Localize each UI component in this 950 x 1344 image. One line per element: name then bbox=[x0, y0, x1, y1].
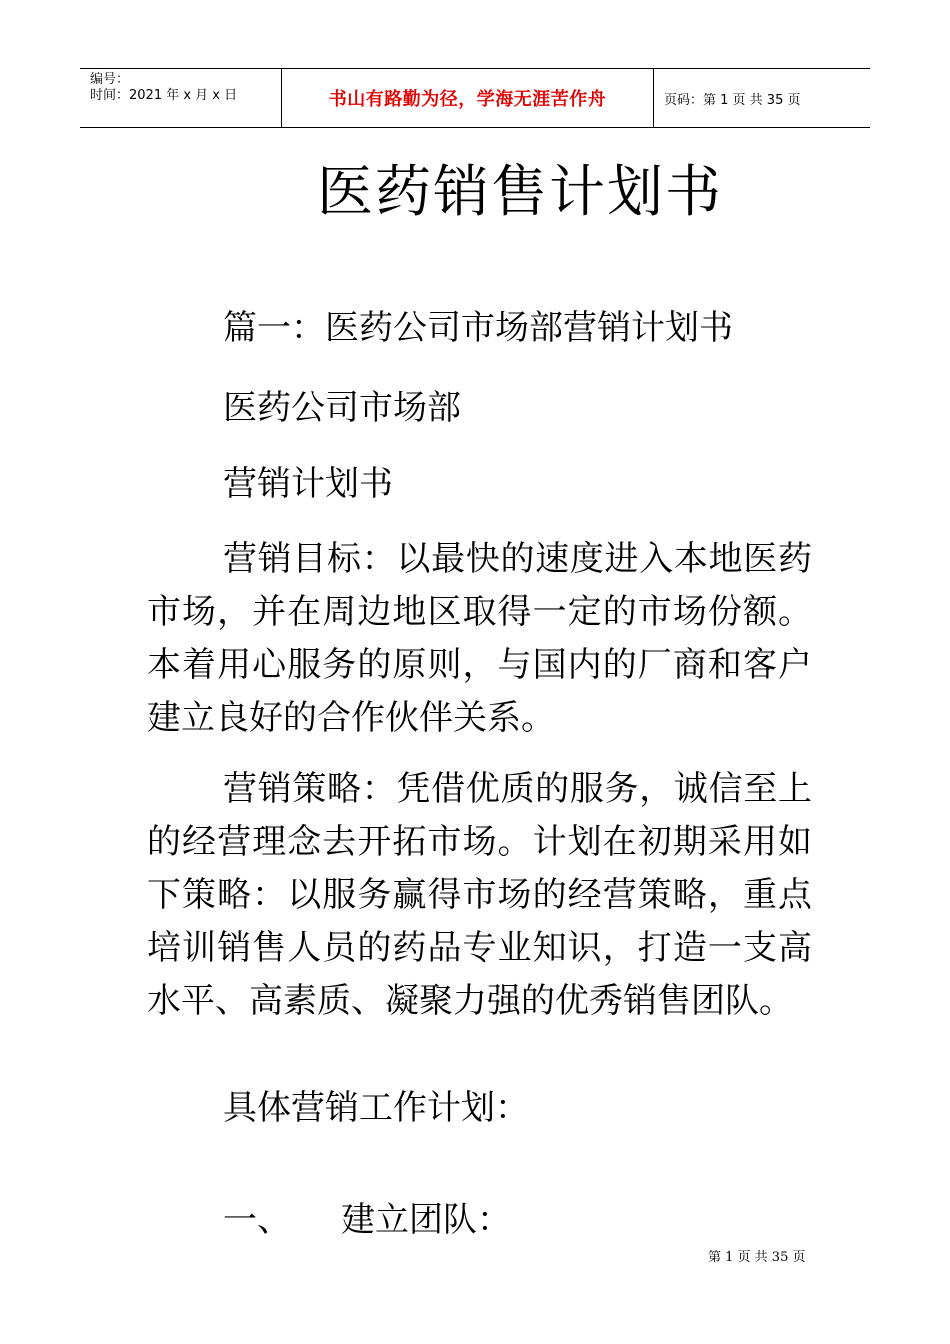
chapter-heading: 篇一：医药公司市场部营销计划书 bbox=[223, 308, 733, 348]
paragraph-marketing-strategy: 营销策略：凭借优质的服务，诚信至上的经营理念去开拓市场。计划在初期采用如下策略：以服务赢得市场的经营策略，重点培训销售人员的药品专业知识，打造一支高水平、高素质、凝聚力强的优秀销售团队。 bbox=[147, 769, 812, 1021]
page-footer: 第 1 页 共 35 页 bbox=[708, 1250, 806, 1265]
document-title: 医药销售计划书 bbox=[317, 160, 723, 225]
header-meta bbox=[80, 69, 282, 127]
section-heading: 具体营销工作计划： bbox=[223, 1088, 529, 1128]
paragraph-marketing-goal: 营销目标：以最快的速度进入本地医药市场，并在周边地区取得一定的市场份额。本着用心服务的原则，与国内的厂商和客户建立良好的合作伙伴关系。 bbox=[147, 539, 812, 738]
list-item-text: 建立团队： bbox=[341, 1200, 511, 1240]
list-item-number: 一、 bbox=[223, 1200, 291, 1240]
header-page-info: 页码：第 1 页 共 35 页 bbox=[664, 92, 801, 108]
header-motto: 书山有路勤为径，学海无涯苦作舟 bbox=[282, 69, 654, 127]
page-header bbox=[80, 68, 870, 128]
list-item bbox=[147, 1197, 511, 1243]
plan-line: 营销计划书 bbox=[223, 464, 393, 504]
department-line: 医药公司市场部 bbox=[223, 388, 461, 428]
document-time-label: 时间：2021 年 x 月 x 日 bbox=[90, 88, 238, 103]
document-number-label: 编号： bbox=[90, 72, 130, 87]
